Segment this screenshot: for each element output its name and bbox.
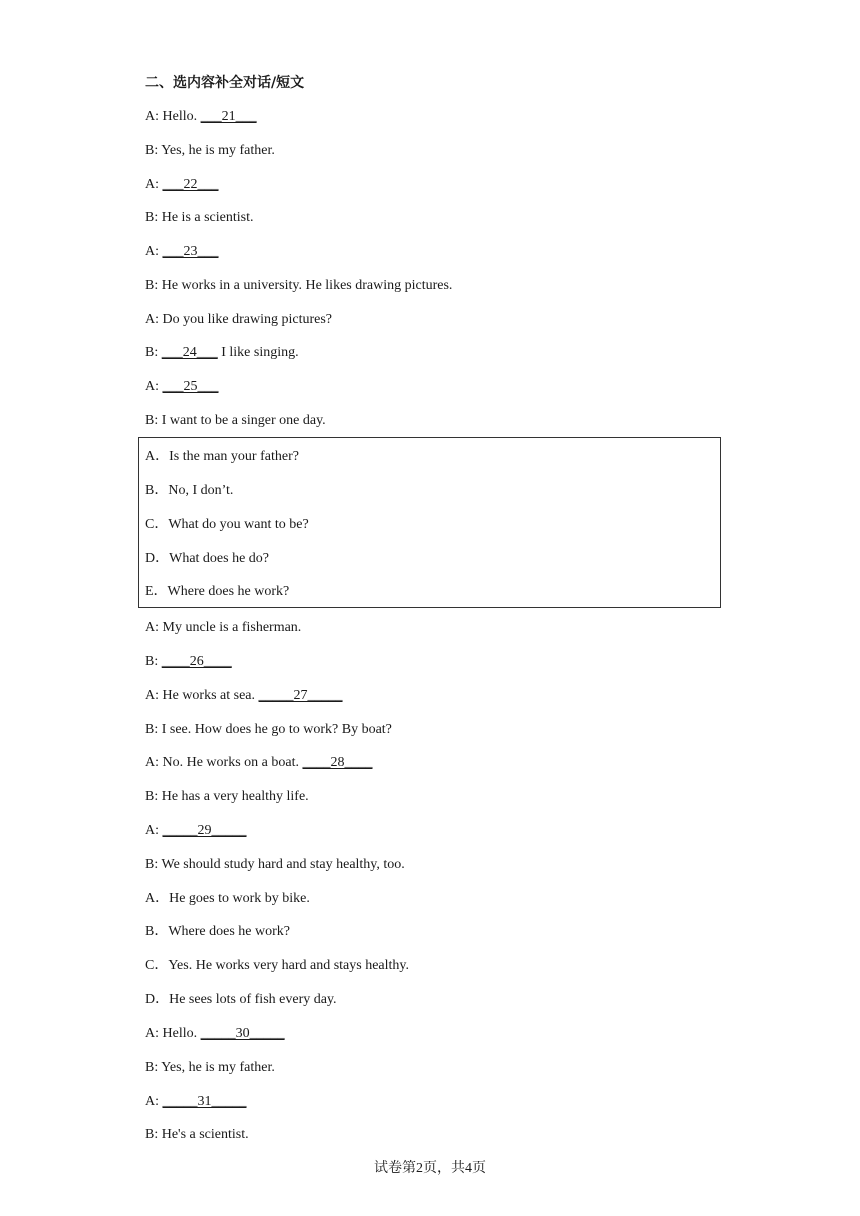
answer-blank-28[interactable]: ____28____: [302, 755, 373, 770]
answer-blank-30[interactable]: _____30_____: [200, 1026, 285, 1041]
dialogue-text: A:: [145, 177, 163, 192]
dialogue-text: B:: [145, 345, 162, 360]
dialogue-line: [145, 344, 299, 362]
option-item: D．What does he do?: [145, 551, 270, 566]
option-item: C．Yes. He works very hard and stays healthy.: [145, 958, 410, 973]
dialogue-text: A: No. He works on a boat.: [145, 755, 303, 770]
option-item: C．What do you want to be?: [145, 517, 309, 532]
answer-blank-25[interactable]: ___25___: [162, 379, 219, 394]
dialogue-line: [145, 1093, 247, 1111]
answer-blank-23[interactable]: ___23___: [162, 244, 219, 259]
dialogue-line: [145, 754, 372, 772]
dialogue-line: B: He has a very healthy life.: [145, 789, 309, 804]
dialogue-line: [145, 176, 219, 194]
dialogue-text: A:: [145, 823, 163, 838]
dialogue-line: [145, 108, 257, 126]
page-footer: 试卷第2页，共4页: [374, 1161, 486, 1176]
option-item: A．Is the man your father?: [145, 449, 299, 464]
answer-blank-24[interactable]: ___24___: [161, 345, 218, 360]
dialogue-text: A:: [145, 1094, 163, 1109]
dialogue-line: B: He is a scientist.: [145, 210, 254, 225]
dialogue-text: A: Hello.: [145, 1026, 201, 1041]
option-item: A．He goes to work by bike.: [145, 891, 310, 906]
answer-blank-22[interactable]: ___22___: [162, 177, 219, 192]
answer-blank-31[interactable]: _____31_____: [162, 1094, 247, 1109]
dialogue-text: I like singing.: [217, 345, 299, 360]
answer-blank-29[interactable]: _____29_____: [162, 823, 247, 838]
option-item: E．Where does he work?: [145, 584, 290, 599]
dialogue-line: A: My uncle is a fisherman.: [145, 620, 302, 635]
dialogue-line: [145, 378, 219, 396]
dialogue-text: A: He works at sea.: [145, 688, 259, 703]
answer-blank-21[interactable]: ___21___: [200, 109, 257, 124]
dialogue-text: A:: [145, 379, 163, 394]
dialogue-text: B:: [145, 654, 162, 669]
dialogue-line: [145, 653, 232, 671]
dialogue-line: [145, 1025, 285, 1043]
option-item: B．No, I don’t.: [145, 483, 234, 498]
answer-blank-26[interactable]: ____26____: [161, 654, 232, 669]
answer-blank-27[interactable]: _____27_____: [258, 688, 343, 703]
dialogue-line: [145, 822, 247, 840]
section-title: 二、选内容补全对话/短文: [145, 75, 305, 91]
option-item: B．Where does he work?: [145, 924, 291, 939]
dialogue-line: B: I want to be a singer one day.: [145, 413, 326, 428]
dialogue-line: [145, 687, 343, 705]
option-item: D．He sees lots of fish every day.: [145, 992, 337, 1007]
dialogue-line: B: Yes, he is my father.: [145, 143, 275, 158]
dialogue-line: B: Yes, he is my father.: [145, 1060, 275, 1075]
dialogue-text: A:: [145, 244, 163, 259]
dialogue-line: B: He's a scientist.: [145, 1127, 249, 1142]
dialogue-line: B: I see. How does he go to work? By boat?: [145, 722, 392, 737]
dialogue-line: B: He works in a university. He likes drawing pictures.: [145, 278, 453, 293]
dialogue-line: A: Do you like drawing pictures?: [145, 312, 333, 327]
dialogue-line: [145, 243, 219, 261]
dialogue-text: A: Hello.: [145, 109, 201, 124]
dialogue-line: B: We should study hard and stay healthy, too.: [145, 857, 405, 872]
